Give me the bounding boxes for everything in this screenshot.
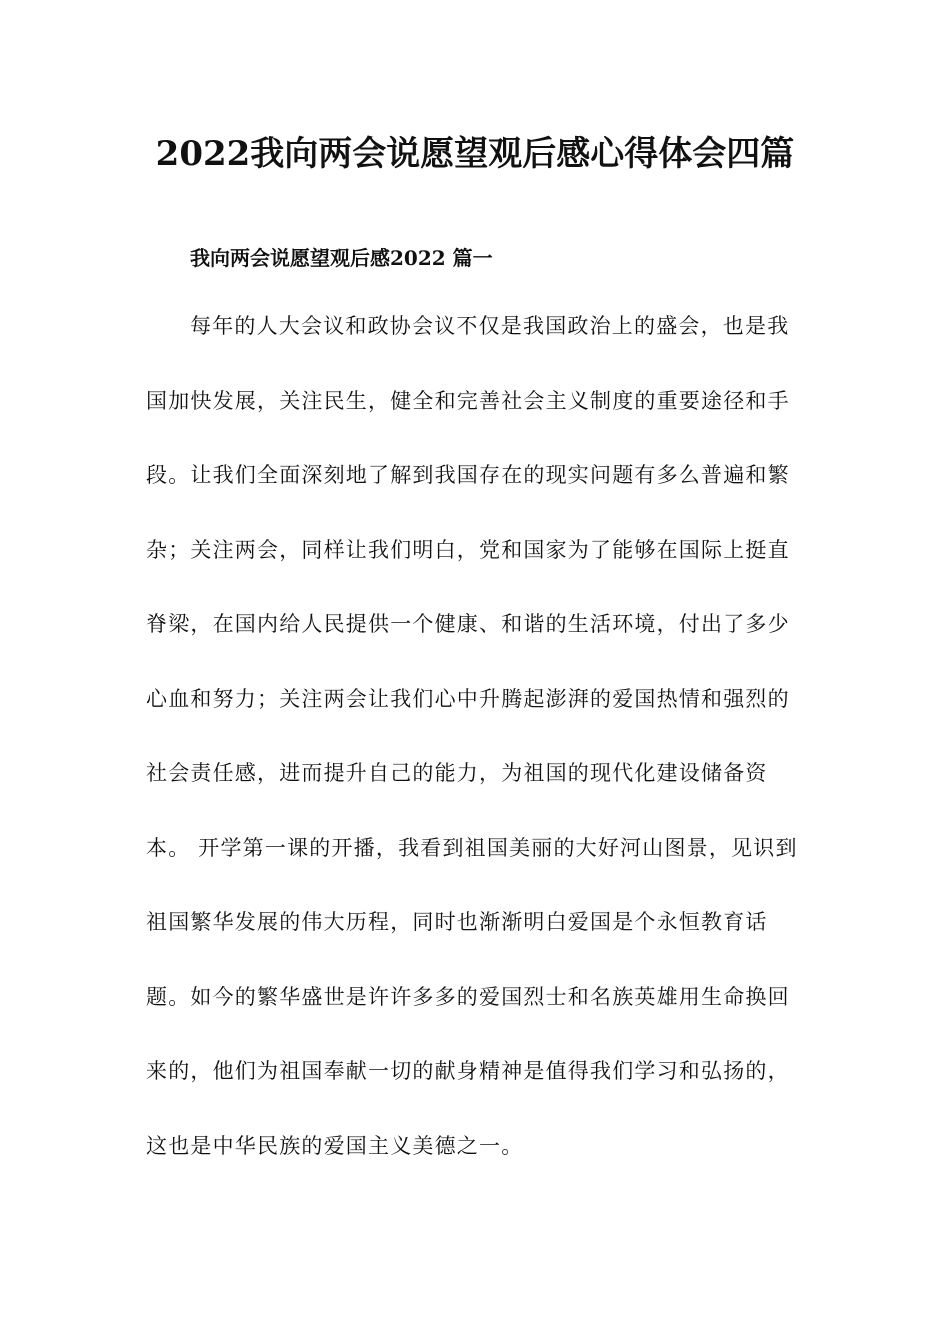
paragraph-line: 祖国繁华发展的伟大历程，同时也渐渐明白爱国是个永恒教育话 bbox=[146, 910, 768, 934]
paragraph-line: 杂；关注两会，同样让我们明白，党和国家为了能够在国际上挺直 bbox=[146, 538, 790, 562]
paragraph-line: 段。让我们全面深刻地了解到我国存在的现实问题有多么普遍和繁 bbox=[146, 463, 790, 487]
paragraph-line: 这也是中华民族的爱国主义美德之一。 bbox=[146, 1134, 524, 1158]
paragraph-line: 题。如今的繁华盛世是许许多多的爱国烈士和名族英雄用生命换回 bbox=[146, 985, 790, 1009]
document-title: 2022我向两会说愿望观后感心得体会四篇 bbox=[155, 134, 795, 174]
paragraph-line: 本。 开学第一课的开播，我看到祖国美丽的大好河山图景，见识到 bbox=[146, 836, 798, 860]
paragraph-line: 心血和努力；关注两会让我们心中升腾起澎湃的爱国热情和强烈的 bbox=[146, 687, 790, 711]
paragraph-line: 每年的人大会议和政协会议不仅是我国政治上的盛会，也是我 bbox=[190, 314, 790, 338]
paragraph-line: 社会责任感，进而提升自己的能力，为祖国的现代化建设储备资 bbox=[146, 761, 768, 785]
paragraph-line: 来的，他们为祖国奉献一切的献身精神是值得我们学习和弘扬的， bbox=[146, 1059, 790, 1083]
paragraph-line: 脊梁，在国内给人民提供一个健康、和谐的生活环境，付出了多少 bbox=[146, 612, 790, 636]
paragraph-line: 国加快发展，关注民生，健全和完善社会主义制度的重要途径和手 bbox=[146, 389, 790, 413]
section-heading: 我向两会说愿望观后感2022 篇一 bbox=[190, 246, 493, 270]
